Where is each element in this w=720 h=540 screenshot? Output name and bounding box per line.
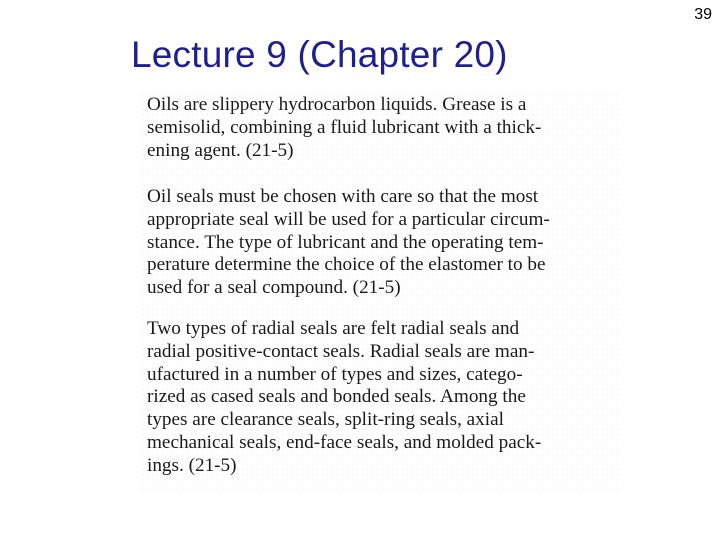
text-line: ening agent. (21-5) bbox=[147, 139, 294, 161]
page-number: 39 bbox=[694, 6, 712, 23]
paragraph-radial-seals bbox=[147, 318, 614, 478]
text-line: used for a seal compound. (21-5) bbox=[147, 277, 401, 299]
text-line: Oils are slippery hydrocarbon liquids. Grease is a bbox=[147, 94, 527, 115]
slide-title: Lecture 9 (Chapter 20) bbox=[131, 34, 508, 75]
text-line: appropriate seal will be used for a particular circum- bbox=[147, 208, 550, 230]
text-line: radial positive-contact seals. Radial seals are man- bbox=[147, 340, 535, 362]
text-line: stance. The type of lubricant and the operating tem- bbox=[147, 231, 544, 253]
text-line: semisolid, combining a fluid lubricant with a thick- bbox=[147, 116, 542, 138]
paragraph-oils-grease bbox=[147, 94, 614, 162]
text-line: mechanical seals, end-face seals, and molded pack- bbox=[147, 431, 542, 453]
text-line: ufactured in a number of types and sizes, catego- bbox=[147, 363, 523, 385]
text-line: types are clearance seals, split-ring seals, axial bbox=[147, 409, 504, 431]
text-line: rized as cased seals and bonded seals. Among the bbox=[147, 386, 526, 408]
text-line: ings. (21-5) bbox=[147, 454, 237, 476]
text-line: Oil seals must be chosen with care so that the most bbox=[147, 186, 539, 207]
scanned-text-image bbox=[140, 92, 618, 490]
text-line: perature determine the choice of the elastomer to be bbox=[147, 254, 546, 276]
paragraph-oil-seals bbox=[147, 186, 614, 300]
text-line: Two types of radial seals are felt radial seals and bbox=[147, 318, 520, 339]
